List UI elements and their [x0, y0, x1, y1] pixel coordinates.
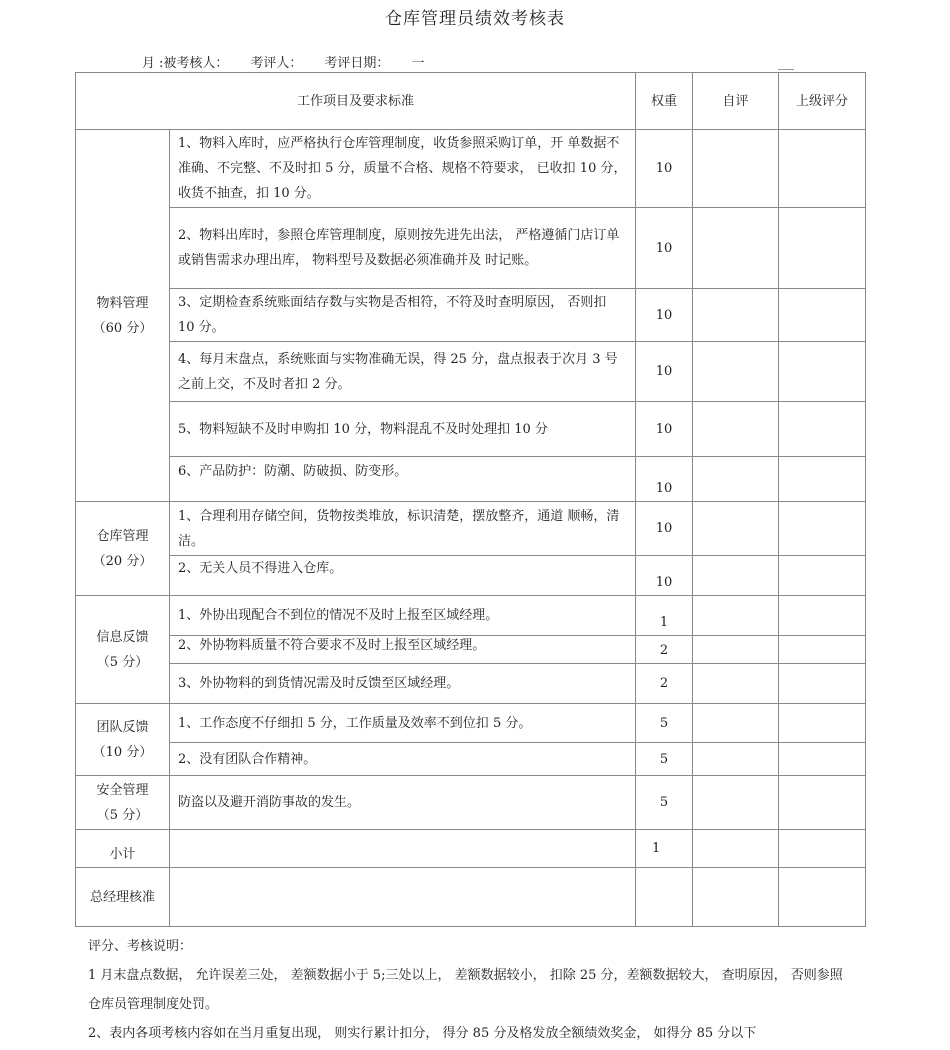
self-score-cell[interactable] — [693, 704, 779, 743]
superior-score-cell[interactable] — [779, 743, 866, 776]
superior-score-cell[interactable] — [779, 556, 866, 596]
category-team — [76, 704, 170, 776]
table-row — [76, 664, 866, 704]
item-text: 3、定期检查系统账面结存数与实物是否相符，不符及时查明原因， 否则扣 10 分。 — [170, 289, 636, 342]
header-month: 月 — [142, 56, 156, 71]
header-rule — [778, 69, 794, 70]
item-weight: 10 — [636, 342, 693, 402]
category-material — [76, 130, 170, 502]
table-row — [76, 130, 866, 208]
item-weight: 2 — [636, 664, 693, 704]
category-safety-points: （5 分） — [96, 807, 149, 823]
self-score-cell[interactable] — [693, 776, 779, 830]
col-header-superior: 上级评分 — [779, 73, 866, 130]
superior-score-cell[interactable] — [779, 704, 866, 743]
table-row — [76, 208, 866, 289]
superior-score-cell[interactable] — [779, 289, 866, 342]
item-text: 1、外协出现配合不到位的情况不及时上报至区域经理。 — [170, 596, 636, 636]
item-text: 3、外协物料的到货情况需及时反馈至区域经理。 — [170, 664, 636, 704]
superior-score-cell[interactable] — [779, 342, 866, 402]
superior-score-cell[interactable] — [779, 457, 866, 502]
notes-line-1: 1 月末盘点数据， 允许误差三处， 差额数据小于 5;三处以上， 差额数据较小， 扣除 25 分，差额数据较大， 查明原因， 否则参照仓库员管理制度处罚。 — [88, 968, 843, 1012]
item-weight: 1 — [636, 596, 693, 636]
self-score-cell[interactable] — [693, 596, 779, 636]
assessment-notes — [88, 932, 848, 1048]
item-text: 4、每月末盘点，系统账面与实物准确无误，得 25 分，盘点报表于次月 3 号之前上交，不及时者扣 2 分。 — [170, 342, 636, 402]
item-weight: 5 — [636, 743, 693, 776]
superior-score-cell[interactable] — [779, 636, 866, 664]
superior-score-cell[interactable] — [779, 402, 866, 457]
category-warehouse-points: （20 分） — [92, 553, 153, 569]
table-row — [76, 342, 866, 402]
item-weight: 5 — [636, 776, 693, 830]
self-score-cell[interactable] — [693, 208, 779, 289]
table-row — [76, 704, 866, 743]
notes-line-2: 2、表内各项考核内容如在当月重复出现， 则实行累计扣分， 得分 85 分及格发放全额绩效奖金， 如得分 85 分以下 — [88, 1026, 757, 1041]
superior-score-cell[interactable] — [779, 596, 866, 636]
col-header-item: 工作项目及要求标准 — [76, 73, 636, 130]
superior-score-cell[interactable] — [779, 664, 866, 704]
superior-score-cell[interactable] — [779, 502, 866, 556]
self-score-cell[interactable] — [693, 289, 779, 342]
notes-heading: 评分、考核说明： — [88, 939, 193, 954]
category-warehouse — [76, 502, 170, 596]
item-weight: 10 — [636, 402, 693, 457]
approval-weight-cell — [636, 868, 693, 927]
item-text: 1、物料入库时，应严格执行仓库管理制度，收货参照采购订单，开 单数据不准确、不完整、不及时扣 5 分，质量不合格、规格不符要求， 已收扣 10 分，收货不抽查，扣 10 分。 — [170, 130, 636, 208]
item-text: 防盗以及避开消防事故的发生。 — [170, 776, 636, 830]
item-text: 2、无关人员不得进入仓库。 — [170, 556, 636, 596]
self-score-cell[interactable] — [693, 130, 779, 208]
category-warehouse-name: 仓库管理 — [96, 528, 149, 544]
assessment-header — [142, 52, 428, 71]
self-score-cell[interactable] — [693, 556, 779, 596]
table-header-row — [76, 73, 866, 130]
category-team-points: （10 分） — [92, 744, 153, 760]
self-score-cell[interactable] — [693, 342, 779, 402]
table-row — [76, 457, 866, 502]
item-text: 1、工作态度不仔细扣 5 分，工作质量及效率不到位扣 5 分。 — [170, 704, 636, 743]
header-date: 考评日期： — [324, 56, 390, 71]
item-weight: 10 — [636, 502, 693, 556]
superior-score-cell[interactable] — [779, 208, 866, 289]
item-text: 2、没有团队合作精神。 — [170, 743, 636, 776]
subtotal-weight: 1 — [636, 830, 693, 868]
category-safety — [76, 776, 170, 830]
superior-score-cell[interactable] — [779, 130, 866, 208]
category-team-name: 团队反馈 — [96, 719, 149, 735]
item-text: 5、物料短缺不及时申购扣 10 分，物料混乱不及时处理扣 10 分 — [170, 402, 636, 457]
self-score-cell[interactable] — [693, 402, 779, 457]
table-row — [76, 743, 866, 776]
subtotal-text-cell — [170, 830, 636, 868]
item-text: 2、外协物料质量不符合要求不及时上报至区域经理。 — [170, 636, 636, 664]
table-row — [76, 402, 866, 457]
col-header-weight: 权重 — [636, 73, 693, 130]
category-material-points: （60 分） — [92, 320, 153, 336]
item-weight: 10 — [636, 556, 693, 596]
item-weight: 2 — [636, 636, 693, 664]
subtotal-self-cell[interactable] — [693, 830, 779, 868]
table-row — [76, 776, 866, 830]
self-score-cell[interactable] — [693, 636, 779, 664]
table-row — [76, 289, 866, 342]
category-info-points: （5 分） — [96, 654, 149, 670]
item-weight: 10 — [636, 208, 693, 289]
superior-score-cell[interactable] — [779, 776, 866, 830]
item-text: 6、产品防护：防潮、防破损、防变形。 — [170, 457, 636, 502]
self-score-cell[interactable] — [693, 502, 779, 556]
table-row — [76, 636, 866, 664]
approval-cell[interactable] — [170, 868, 636, 927]
assessment-table — [75, 72, 866, 927]
category-material-name: 物料管理 — [96, 295, 149, 311]
header-assessor: 考评人： — [250, 56, 303, 71]
header-assessee: :被考核人： — [159, 56, 229, 71]
item-weight: 10 — [636, 457, 693, 502]
item-weight: 10 — [636, 289, 693, 342]
self-score-cell[interactable] — [693, 664, 779, 704]
item-text: 1、合理利用存储空间，货物按类堆放，标识清楚，摆放整齐，通道 顺畅，清洁。 — [170, 502, 636, 556]
approval-superior-cell — [779, 868, 866, 927]
approval-label: 总经理核准 — [76, 868, 170, 927]
item-text: 2、物料出库时，参照仓库管理制度，原则按先进先出法， 严格遵循门店订单或销售需求办理出库， 物料型号及数据必须准确并及 时记账。 — [170, 208, 636, 289]
category-info — [76, 596, 170, 704]
category-safety-name: 安全管理 — [96, 782, 149, 798]
page-title: 仓库管理员绩效考核表 — [385, 9, 565, 29]
table-row — [76, 556, 866, 596]
subtotal-superior-cell[interactable] — [779, 830, 866, 868]
category-info-name: 信息反馈 — [96, 629, 149, 645]
subtotal-label: 小计 — [76, 830, 170, 868]
self-score-cell[interactable] — [693, 743, 779, 776]
header-dash: 一 — [411, 56, 425, 71]
approval-self-cell — [693, 868, 779, 927]
item-weight: 5 — [636, 704, 693, 743]
item-weight: 10 — [636, 130, 693, 208]
col-header-self: 自评 — [693, 73, 779, 130]
approval-row — [76, 868, 866, 927]
subtotal-row — [76, 830, 866, 868]
self-score-cell[interactable] — [693, 457, 779, 502]
table-row — [76, 502, 866, 556]
table-row — [76, 596, 866, 636]
